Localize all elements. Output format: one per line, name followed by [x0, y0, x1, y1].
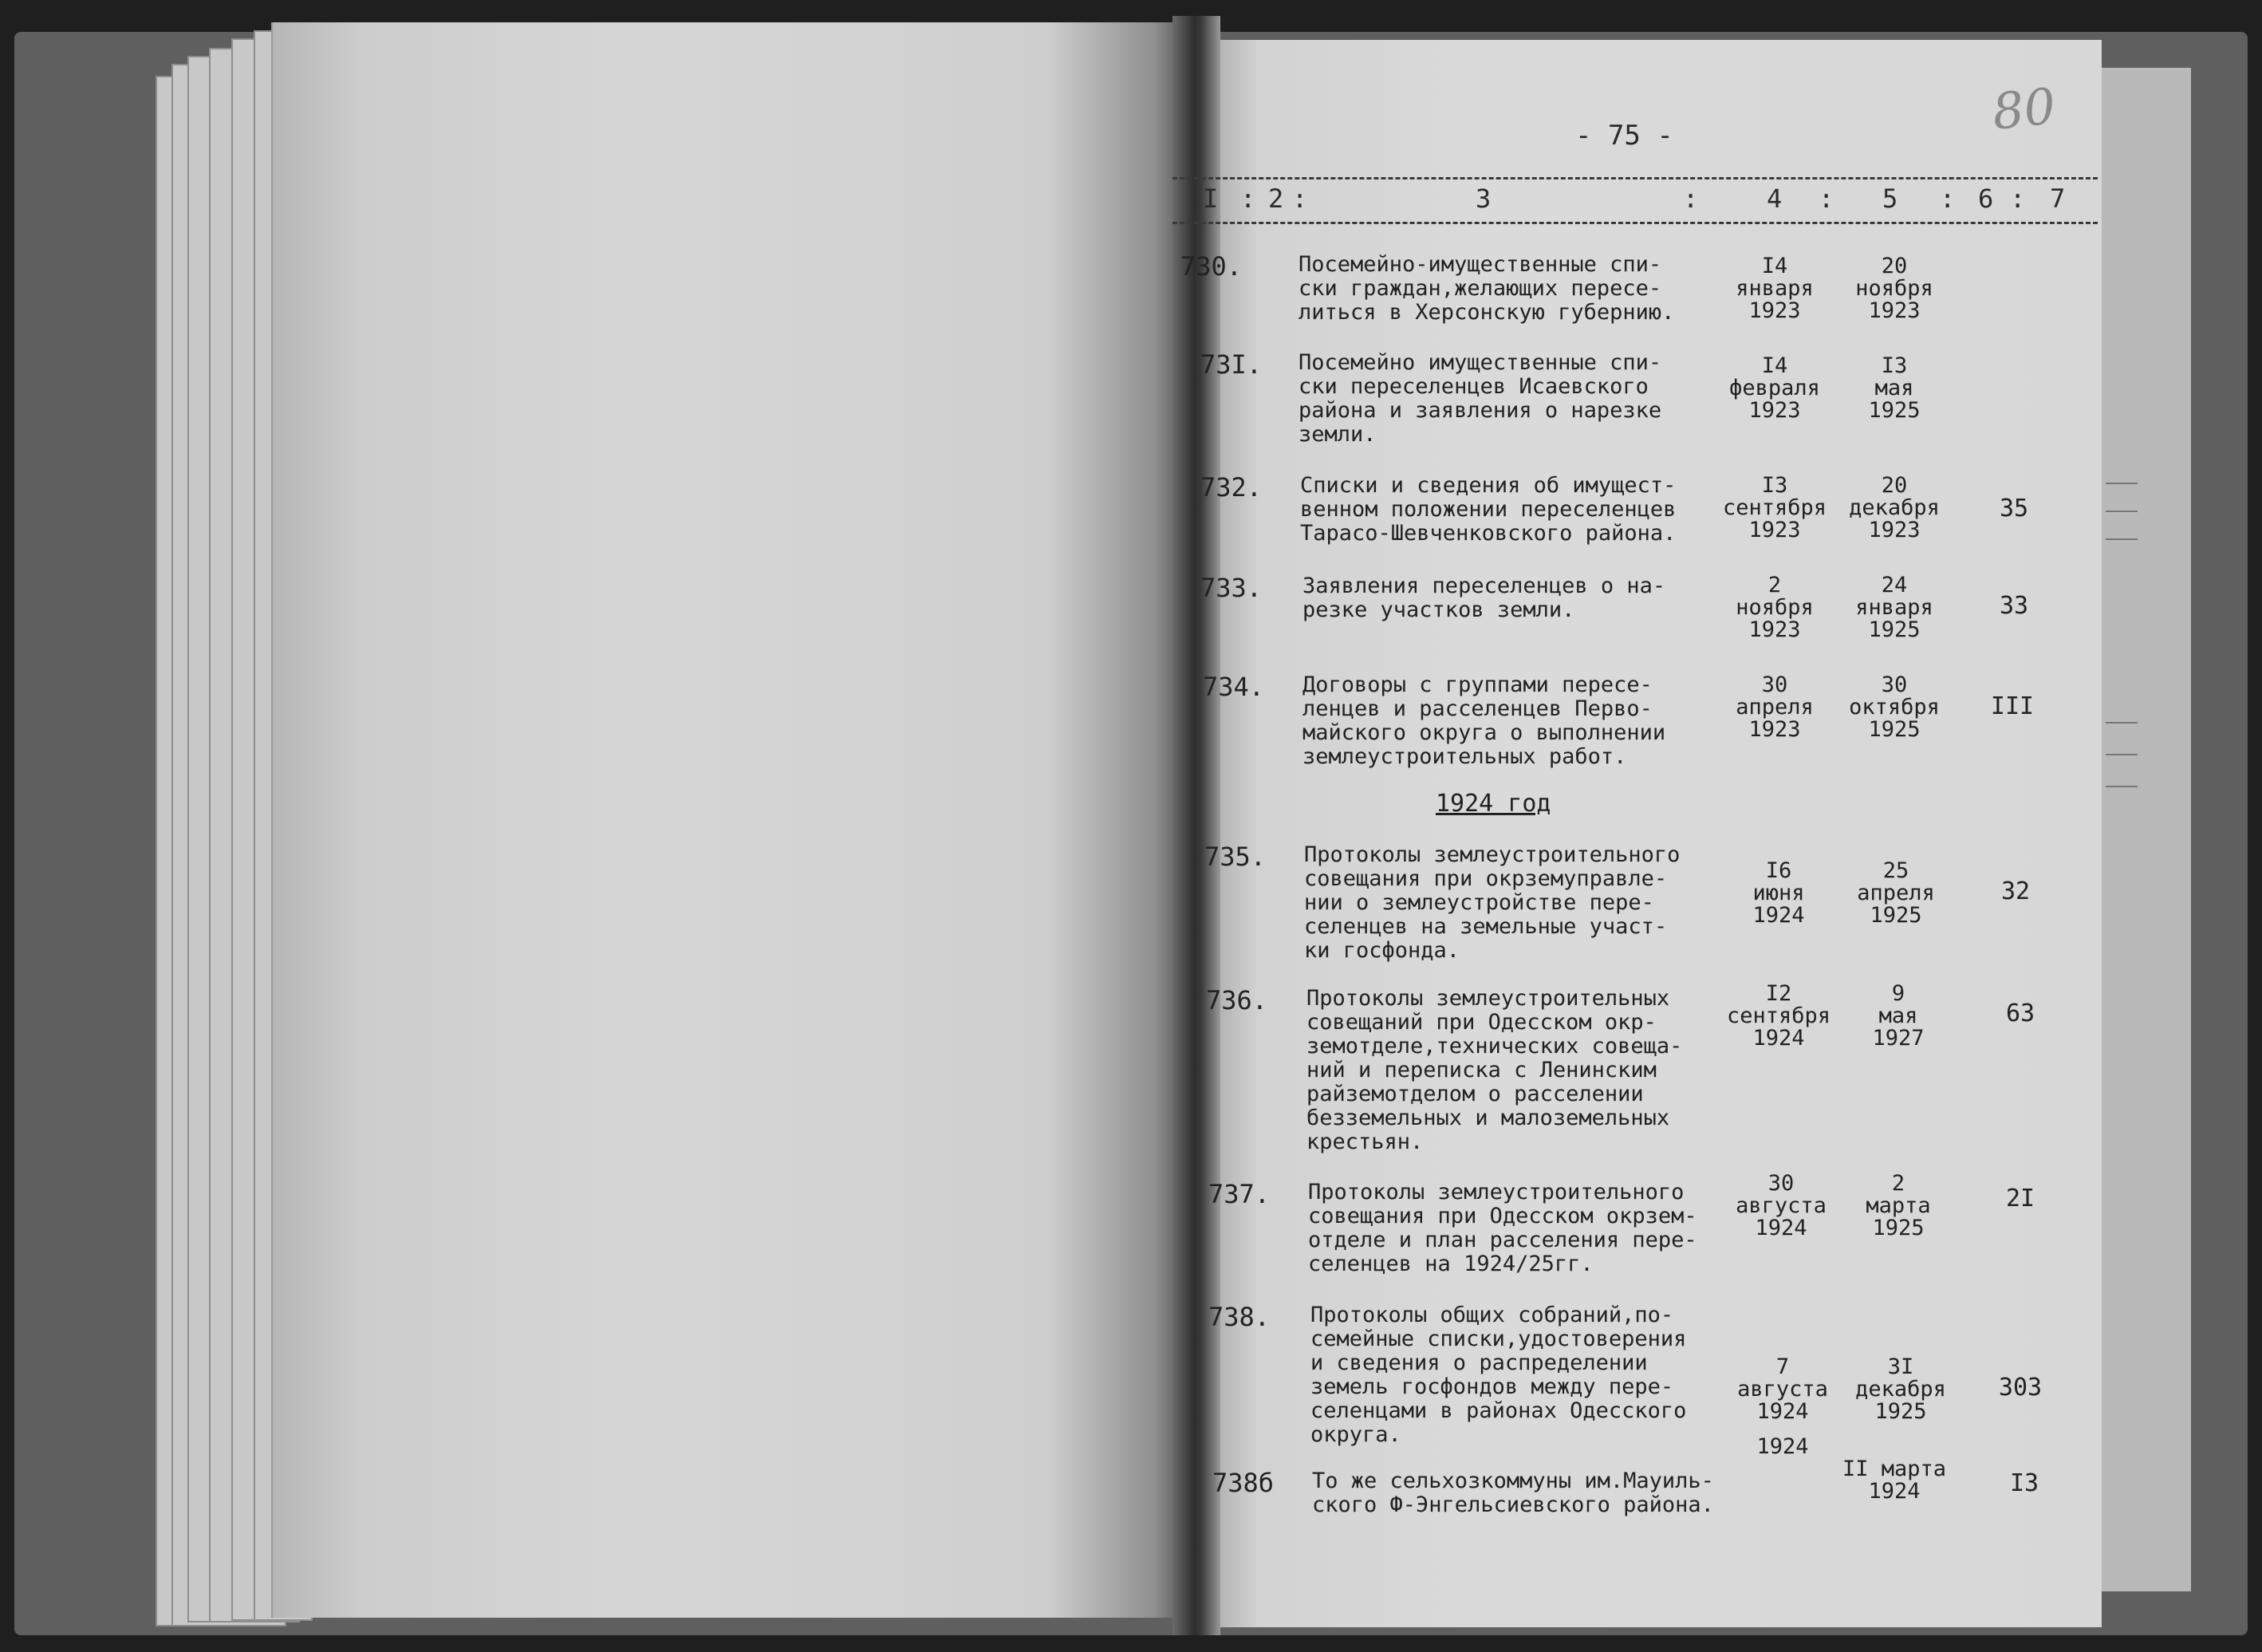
title-line: земотделе,технических совеща-: [1306, 1034, 1683, 1059]
entry-title: [1298, 351, 1689, 447]
title-line: крестьян.: [1306, 1130, 1424, 1154]
column-separator: :: [2010, 183, 2026, 214]
title-line: венном положении переселенцев: [1300, 497, 1677, 522]
column-separator: :: [1292, 183, 1308, 214]
date-year: 1924: [1756, 1434, 1809, 1459]
entry-title: [1300, 474, 1691, 546]
sheet-count: 63: [2005, 999, 2035, 1027]
date-year: 1923: [1748, 298, 1801, 323]
title-line: Посемейно имущественные спи-: [1298, 350, 1662, 375]
title-line: совещаний при Одесском окр-: [1306, 1010, 1657, 1035]
start-date: [1719, 1356, 1846, 1423]
entry-number: 733.: [1200, 573, 1263, 603]
end-date: [1837, 1356, 1964, 1423]
title-line: Заявления переселенцев о на-: [1302, 574, 1666, 598]
date-month: августа: [1736, 1193, 1827, 1218]
title-line: райземотделом о расселении: [1306, 1082, 1644, 1106]
column-header-4: 4: [1767, 183, 1783, 214]
left-page-blank: [271, 22, 1182, 1618]
title-line: ски граждан,желающих пересе-: [1298, 276, 1662, 301]
date-day: 30: [1767, 1171, 1795, 1196]
date-month: 1924: [1868, 1479, 1921, 1504]
entry-number: 730.: [1180, 251, 1243, 282]
title-line: отделе и план расселения пере-: [1308, 1228, 1697, 1252]
date-year: 1924: [1756, 1399, 1809, 1424]
title-line: ски переселенцев Исаевского: [1298, 374, 1649, 399]
end-date: [1834, 1173, 1962, 1240]
date-year: 1924: [1752, 1026, 1805, 1051]
title-line: нии о землеустройстве пере-: [1304, 890, 1654, 915]
date-day: I2: [1765, 981, 1792, 1006]
entry-title: [1306, 987, 1697, 1154]
title-line: литься в Херсонскую губернию.: [1298, 300, 1675, 325]
entry-number: 738б: [1212, 1468, 1275, 1498]
date-year: 1927: [1872, 1026, 1925, 1051]
date-day: I4: [1761, 353, 1788, 378]
title-line: селенцев на земельные участ-: [1304, 914, 1668, 939]
title-line: Протоколы землеустроительных: [1306, 986, 1670, 1011]
date-month: ноября: [1855, 276, 1933, 301]
date-year: 1923: [1748, 617, 1801, 642]
start-date: [1711, 355, 1838, 422]
date-day: 20: [1881, 473, 1908, 498]
date-month: ноября: [1736, 595, 1814, 620]
column-header-7: 7: [2050, 183, 2066, 214]
date-day: II марта: [1842, 1457, 1947, 1481]
entry-title: [1298, 253, 1689, 325]
date-month: января: [1736, 276, 1814, 301]
entry-number: 737.: [1208, 1179, 1271, 1209]
date-year: 1924: [1755, 1216, 1807, 1240]
title-line: майского округа о выполнении: [1302, 720, 1666, 745]
sheet-count: III: [1990, 692, 2035, 720]
title-line: безземельных и малоземельных: [1306, 1106, 1670, 1130]
date-month: апреля: [1857, 881, 1935, 905]
date-month: марта: [1866, 1193, 1931, 1218]
date-month: мая: [1878, 1003, 1918, 1028]
date-month: апреля: [1736, 695, 1814, 720]
end-date: [1830, 674, 1958, 741]
entry-number: 73I.: [1200, 349, 1263, 380]
date-month: мая: [1874, 376, 1914, 400]
right-page-edge: [2094, 68, 2191, 1591]
title-line: земли.: [1298, 422, 1377, 447]
entry-title: [1308, 1181, 1699, 1276]
sheet-count: 303: [1998, 1374, 2043, 1402]
margin-tick: [2106, 754, 2138, 755]
start-date: [1719, 1436, 1846, 1458]
start-date: [1715, 860, 1842, 927]
archive-sheet-number: 80: [1989, 77, 2059, 141]
entry-title: [1310, 1303, 1701, 1447]
margin-tick: [2106, 538, 2138, 540]
entry-title: [1302, 673, 1693, 769]
title-line: резке участков земли.: [1302, 597, 1575, 622]
title-line: земель госфондов между пере-: [1310, 1374, 1674, 1399]
date-month: декабря: [1849, 495, 1940, 520]
date-day: 30: [1881, 672, 1908, 697]
date-day: 20: [1881, 254, 1908, 278]
year-heading: 1924 год: [1436, 790, 1551, 818]
entry-number: 735.: [1204, 842, 1267, 872]
sheet-count: 32: [2000, 877, 2031, 905]
date-day: 2: [1891, 1171, 1905, 1196]
date-year: 1925: [1874, 1399, 1927, 1424]
entry-title: [1304, 843, 1695, 963]
date-month: января: [1855, 595, 1933, 620]
title-line: Списки и сведения об имущест-: [1300, 473, 1677, 498]
margin-tick: [2106, 786, 2138, 787]
end-date: [1830, 1458, 1958, 1503]
end-date: [1834, 983, 1962, 1050]
date-day: 24: [1881, 573, 1908, 597]
date-month: августа: [1737, 1377, 1828, 1402]
title-line: округа.: [1310, 1422, 1401, 1447]
title-line: Посемейно-имущественные спи-: [1298, 252, 1662, 277]
margin-tick: [2106, 483, 2138, 484]
date-day: I3: [1881, 353, 1908, 378]
date-month: октября: [1849, 695, 1940, 720]
column-header-1: I: [1203, 183, 1219, 214]
sheet-count: 2I: [2005, 1185, 2035, 1212]
start-date: [1715, 983, 1842, 1050]
date-month: декабря: [1855, 1377, 1946, 1402]
title-line: ки госфонда.: [1304, 938, 1460, 963]
date-month: сентября: [1726, 1003, 1831, 1028]
title-line: совещания при Одесском окрзем-: [1308, 1204, 1697, 1228]
title-line: землеустроительных работ.: [1302, 744, 1627, 769]
start-date: [1711, 574, 1838, 641]
title-line: ленцев и расселенцев Перво-: [1302, 696, 1653, 721]
entry-title: [1312, 1469, 1714, 1517]
column-separator: :: [1683, 183, 1699, 214]
start-date: [1711, 475, 1838, 542]
title-line: ний и переписка с Ленинским: [1306, 1058, 1657, 1082]
date-year: 1923: [1748, 518, 1801, 542]
title-line: района и заявления о нарезке: [1298, 398, 1662, 423]
entry-number: 736.: [1206, 985, 1268, 1015]
end-date: [1830, 574, 1958, 641]
start-date: [1711, 674, 1838, 741]
column-header-6: 6: [1978, 183, 1994, 214]
title-line: Протоколы землеустроительного: [1308, 1180, 1685, 1205]
date-year: 1923: [1868, 518, 1921, 542]
date-year: 1925: [1868, 617, 1921, 642]
start-date: [1711, 255, 1838, 322]
date-year: 1923: [1748, 717, 1801, 742]
column-header-3: 3: [1476, 183, 1492, 214]
margin-tick: [2106, 722, 2138, 723]
date-year: 1924: [1752, 903, 1805, 928]
page-number: - 75 -: [1575, 120, 1673, 152]
date-day: I3: [1761, 473, 1788, 498]
date-day: 9: [1891, 981, 1905, 1006]
title-line: и сведения о распределении: [1310, 1350, 1648, 1375]
start-date: [1717, 1173, 1845, 1240]
date-day: 30: [1761, 672, 1788, 697]
date-day: 7: [1775, 1354, 1790, 1379]
title-line: совещания при окрземуправле-: [1304, 866, 1668, 891]
title-line: Договоры с группами пересе-: [1302, 672, 1653, 697]
date-year: 1925: [1868, 717, 1921, 742]
date-day: 3I: [1887, 1354, 1914, 1379]
end-date: [1830, 255, 1958, 322]
column-separator: :: [1240, 183, 1256, 214]
column-header-5: 5: [1882, 183, 1898, 214]
date-day: 25: [1882, 858, 1909, 883]
column-header-2: 2: [1268, 183, 1284, 214]
header-rule-top: [1172, 177, 2098, 179]
date-year: 1925: [1868, 398, 1921, 423]
entry-number: 734.: [1203, 672, 1265, 702]
date-year: 1925: [1872, 1216, 1925, 1240]
title-line: Тарасо-Шевченковского района.: [1300, 521, 1677, 546]
margin-tick: [2106, 511, 2138, 512]
date-year: 1923: [1868, 298, 1921, 323]
date-year: 1923: [1748, 398, 1801, 423]
end-date: [1832, 860, 1960, 927]
sheet-count: 33: [1999, 592, 2029, 620]
header-rule-bottom: [1172, 222, 2098, 224]
date-day: I6: [1765, 858, 1792, 883]
entry-number: 732.: [1200, 472, 1263, 503]
title-line: Протоколы землеустроительного: [1304, 842, 1681, 867]
sheet-count: I3: [2009, 1469, 2039, 1497]
entry-title: [1302, 574, 1693, 622]
title-line: То же сельхозкоммуны им.Мауиль-: [1312, 1469, 1714, 1493]
end-date: [1830, 355, 1958, 422]
column-separator: :: [1819, 183, 1834, 214]
date-month: сентября: [1722, 495, 1827, 520]
entry-number: 738.: [1208, 1302, 1271, 1332]
title-line: семейные списки,удостоверения: [1310, 1327, 1687, 1351]
title-line: селенцев на 1924/25гг.: [1308, 1252, 1594, 1276]
sheet-count: 35: [1999, 495, 2029, 522]
date-year: 1925: [1870, 903, 1922, 928]
date-day: 2: [1767, 573, 1782, 597]
date-day: I4: [1761, 254, 1788, 278]
date-month: июня: [1752, 881, 1805, 905]
title-line: ского Ф-Энгельсиевского района.: [1312, 1492, 1714, 1517]
end-date: [1830, 475, 1958, 542]
date-month: февраля: [1729, 376, 1820, 400]
title-line: Протоколы общих собраний,по-: [1310, 1303, 1674, 1327]
column-separator: :: [1940, 183, 1956, 214]
title-line: селенцами в районах Одесского: [1310, 1398, 1687, 1423]
